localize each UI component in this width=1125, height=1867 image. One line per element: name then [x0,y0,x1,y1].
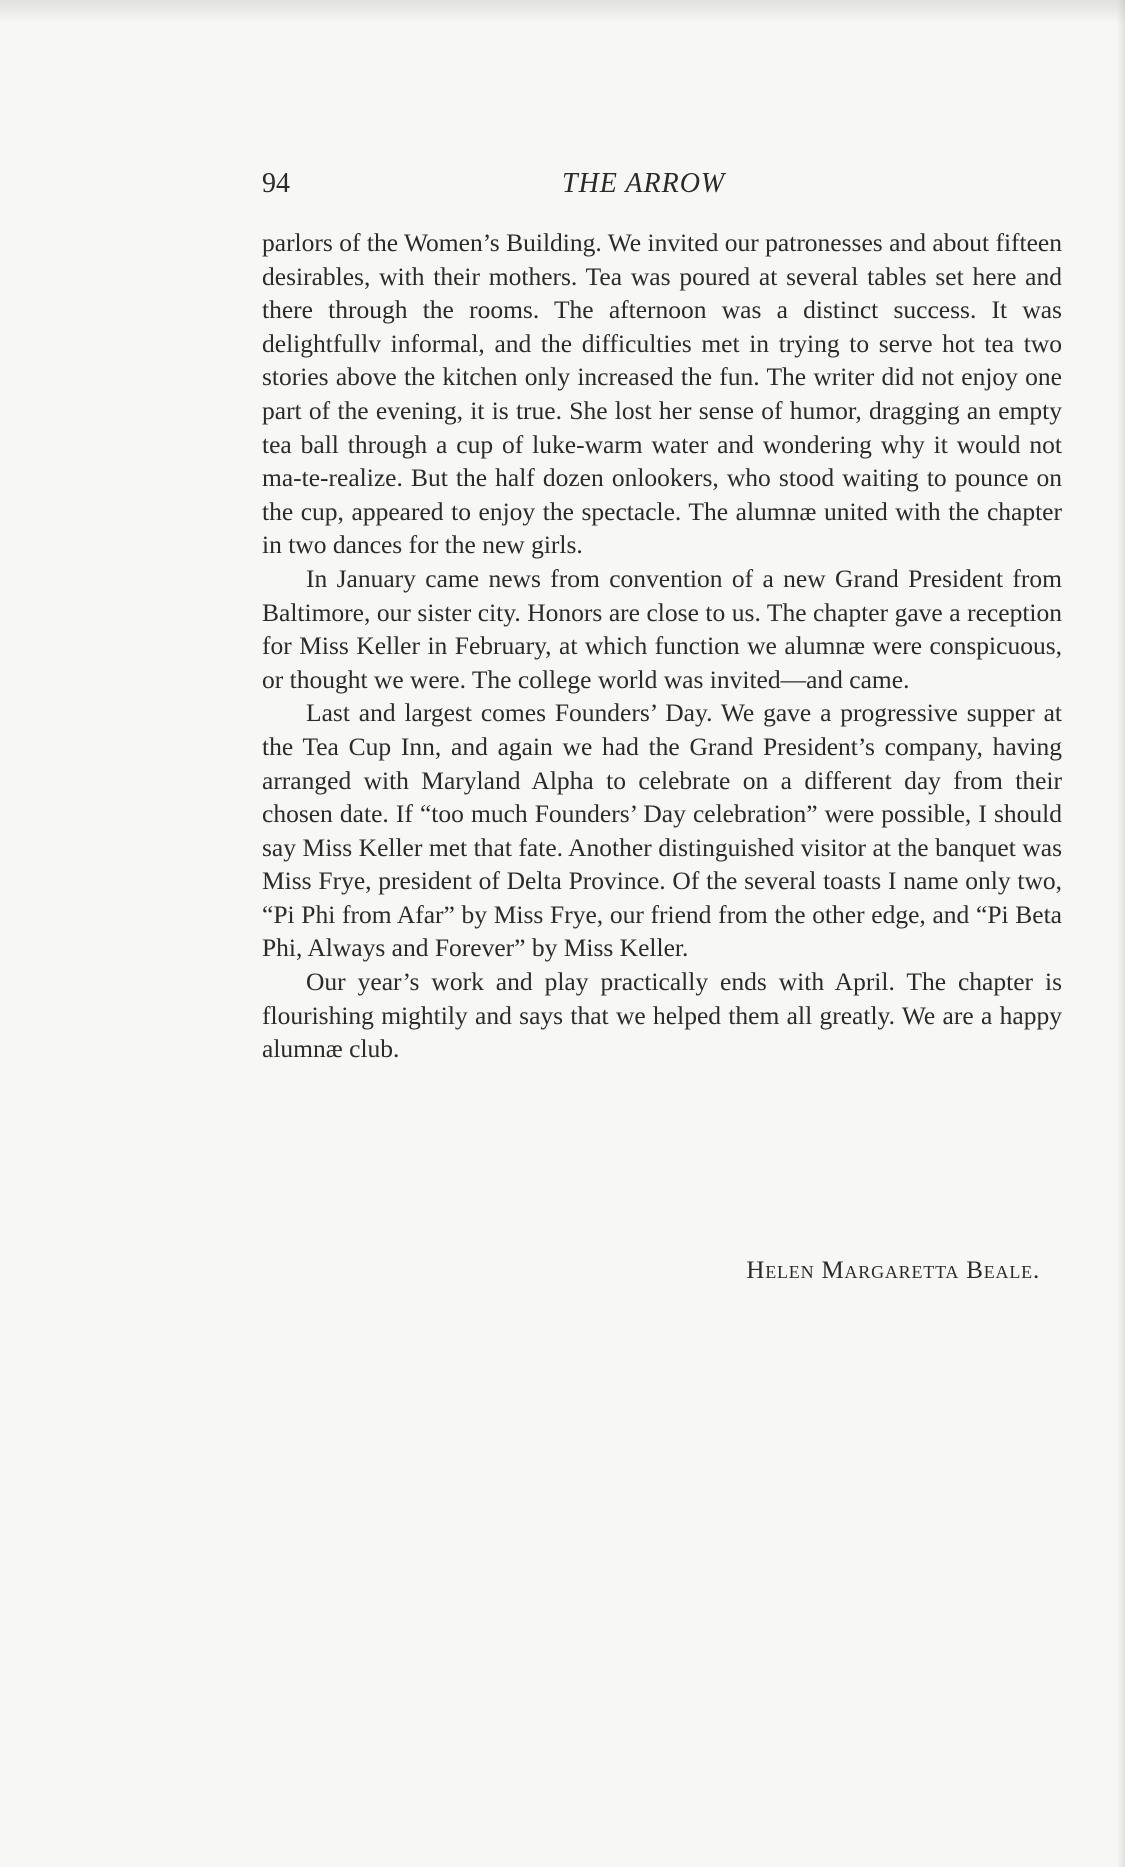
paragraph-4: Our year’s work and play practically ends with April. The chapter is flourishing mightily and says that we helped them all greatly. We are a happy alumnæ club. [262,967,1062,1064]
page-edge-shadow [1117,0,1125,1867]
author-signature: Helen Margaretta Beale. [746,1257,1040,1284]
paragraph-2: In January came news from convention of a new Grand President from Baltimore, our sister city. Honors are close to us. The chapter gave a reception for Miss Keller in February, at which function we alumnæ were conspicuous, or thought we were. The college world was invited—and came. [262,563,1062,694]
article-body [262,226,1062,1066]
page-number: 94 [262,168,290,199]
running-title: THE ARROW [562,168,726,199]
paragraph-1: parlors of the Women’s Building. We invited our patronesses and about fifteen desirables, with their mothers. Tea was poured at several tables set here and there through the rooms. The afternoon was a distinct success. It was delightfullv informal, and the difficulties met in trying to serve hot tea two stories above the kitchen only increased the fun. The writer did not enjoy one part of the evening, it is true. She lost her sense of humor, dragging an empty tea ball through a cup of luke-warm water and wondering why it would not ma-te-realize. But the half dozen onlookers, who stood waiting to pounce on the cup, appeared to enjoy the spectacle. The alumnæ united with the chapter in two dances for the new girls. [262,228,1062,560]
paragraph-3: Last and largest comes Founders’ Day. We gave a progressive supper at the Tea Cup Inn, and again we had the Grand President’s company, having arranged with Maryland Alpha to celebrate on a different day from their chosen date. If “too much Founders’ Day celebration” were possible, I should say Miss Keller met that fate. Another distinguished visitor at the banquet was Miss Frye, president of Delta Province. Of the several toasts I name only two, “Pi Phi from Afar” by Miss Frye, our friend from the other edge, and “Pi Beta Phi, Always and Forever” by Miss Keller. [262,698,1062,963]
scan-shadow [0,0,1125,24]
page-header [262,168,1062,208]
